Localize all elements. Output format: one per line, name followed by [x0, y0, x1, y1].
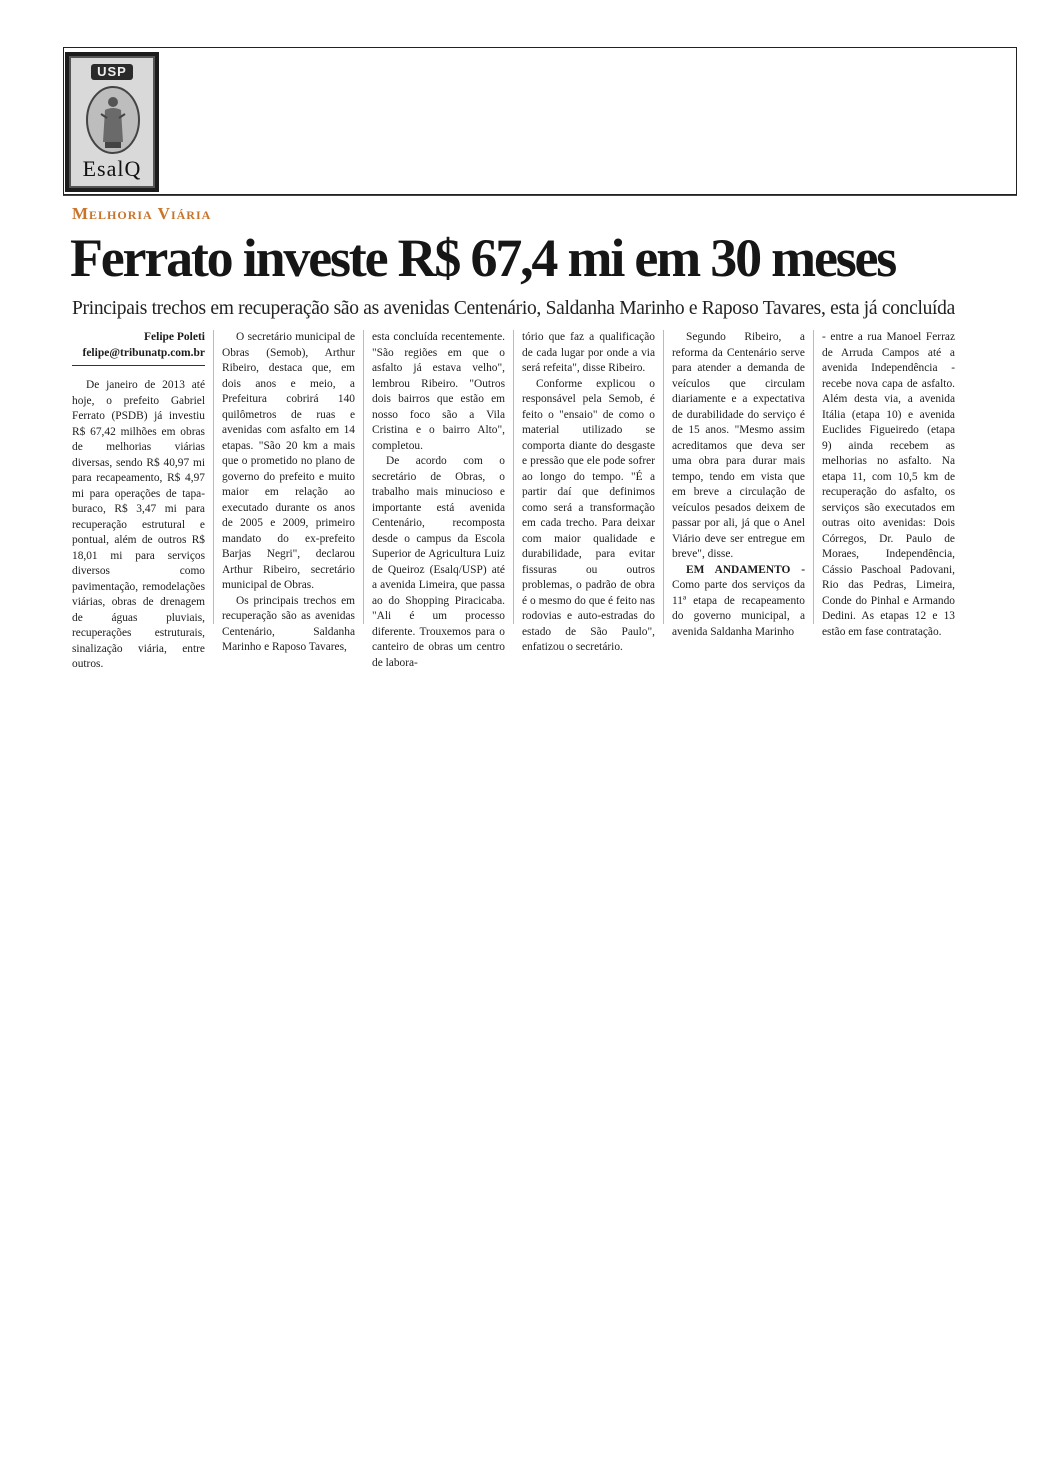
logo-top-text: USP	[91, 64, 133, 80]
article-column-2	[222, 330, 355, 656]
column-paragraph: esta concluída recentemente. "São regiões em que o asfalto já estava velho", lembrou Ribeiro. "Outros dois bairros que estão em nosso foco são a Vila Cristina e o bairro Alto", completou.	[372, 331, 505, 452]
column-paragraph: O secretário municipal de Obras (Semob), Arthur Ribeiro, destaca que, em dois anos e meio, a Prefeitura cobrirá 140 quilômetros de ruas e avenidas com asfalto em 14 etapas. "São 20 km a mais que o prometido no plano de governo do prefeito e muito maior em relação ao executado durante os anos de 2005 e 2009, primeiro mandato do ex-prefeito Barjas Negri", declarou Arthur Ribeiro, secretário municipal de Obras.	[222, 331, 355, 591]
ceres-statue-icon	[83, 84, 143, 156]
article-headline: Ferrato investe R$ 67,4 mi em 30 meses	[70, 228, 896, 288]
column-divider	[663, 330, 664, 624]
article-column-6	[822, 330, 955, 640]
article-kicker: Melhoria Viária	[72, 204, 212, 223]
column-paragraph: tório que faz a qualificação de cada lugar por onde a via será refeita", disse Ribeiro.	[522, 331, 655, 374]
header-divider	[63, 195, 1017, 196]
byline-name: Felipe Poleti	[144, 331, 205, 343]
column-paragraph: De janeiro de 2013 até hoje, o prefeito Gabriel Ferrato (PSDB) já investiu R$ 67,42 milhões em obras de melhorias viárias diversas, sendo R$ 40,97 mi para recapeamento, R$ 4,97 mi para operações de tapa-buraco, R$ 3,47 mi para recuperação estrutural e pontual, além de outros R$ 18,01 mi para serviços diversos como pavimentação, remodelações viárias, obras de drenagem de águas pluviais, recuperações estruturais, sinalização viária, entre outros.	[72, 379, 205, 670]
article-column-5	[672, 330, 805, 640]
byline-email: felipe@tribunatp.com.br	[72, 346, 205, 367]
column-paragraph: Os principais trechos em recuperação são as avenidas Centenário, Saldanha Marinho e Raposo Tavares,	[222, 594, 355, 653]
column-paragraph: De acordo com o secretário de Obras, o trabalho mais minucioso e importante está avenida Centenário, recomposta desde o campus da Escola Superior de Agricultura Luiz de Queiroz (Esalq/USP) até a avenida Limeira, que passa ao do Shopping Piracicaba. "Ali é um processo diferente. Trouxemos para o canteiro de obras um centro de labora-	[372, 455, 505, 669]
header-frame	[63, 47, 1017, 195]
column-divider	[513, 330, 514, 624]
logo-bottom-text: EsalQ	[82, 156, 142, 181]
usp-esalq-logo	[65, 52, 159, 192]
article-column-3	[372, 330, 505, 671]
article-column-1	[72, 330, 205, 673]
column-divider	[813, 330, 814, 624]
column-paragraph: Segundo Ribeiro, a reforma da Centenário serve para atender a demanda de veículos que circulam diariamente e a expectativa de durabilidade do serviço é de 15 anos. "Mesmo assim acreditamos que deva ser uma obra para durar mais tempo, tendo em vista que em breve a circulação de veículos pesados deixem de passar por ali, já que o Anel Viário deve ser entregue em breve", disse.	[672, 331, 805, 560]
section-text: Como parte dos serviços da 11ª etapa de recapeamento do governo municipal, a avenida Saldanha Marinho	[672, 579, 805, 638]
column-paragraph	[672, 563, 805, 641]
column-paragraph: - entre a rua Manoel Ferraz de Arruda Campos até a avenida Independência - recebe nova capa de asfalto. Além desta via, a avenida Itália (etapa 10) e avenida Euclides Figueiredo (etapa 9) ainda recebem as melhorias no asfalto. Na etapa 11, com 10,5 km de recuperação do asfalto, os serviços são executados em outras oito avenidas: Dois Córregos, Dr. Paulo de Moraes, Independência, Cássio Paschoal Padovani, Rio das Pedras, Limeira, Conde do Pinhal e Armando Dedini. As etapas 12 e 13 estão em fase contratação.	[822, 331, 955, 638]
logo-panel	[69, 56, 155, 188]
section-subhead: EM ANDAMENTO -	[686, 563, 805, 576]
column-divider	[213, 330, 214, 624]
article-column-4	[522, 330, 655, 656]
column-divider	[363, 330, 364, 624]
column-paragraph: Conforme explicou o responsável pela Semob, é feito o "ensaio" de como o material utilizado se comporta diante do desgaste e pressão que ele pode sofrer ao longo do tempo. "É a partir daí que definimos como será a transformação em cada trecho. Para deixar com maior qualidade e durabilidade, para evitar fissuras ou outros problemas, o padrão de obra é o mesmo do que é feito nas rodovias e auto-estradas do estado de São Paulo", enfatizou o secretário.	[522, 377, 655, 653]
article-subhead: Principais trechos em recuperação são as avenidas Centenário, Saldanha Marinho e Raposo Tavares, esta já concluída	[72, 298, 955, 319]
